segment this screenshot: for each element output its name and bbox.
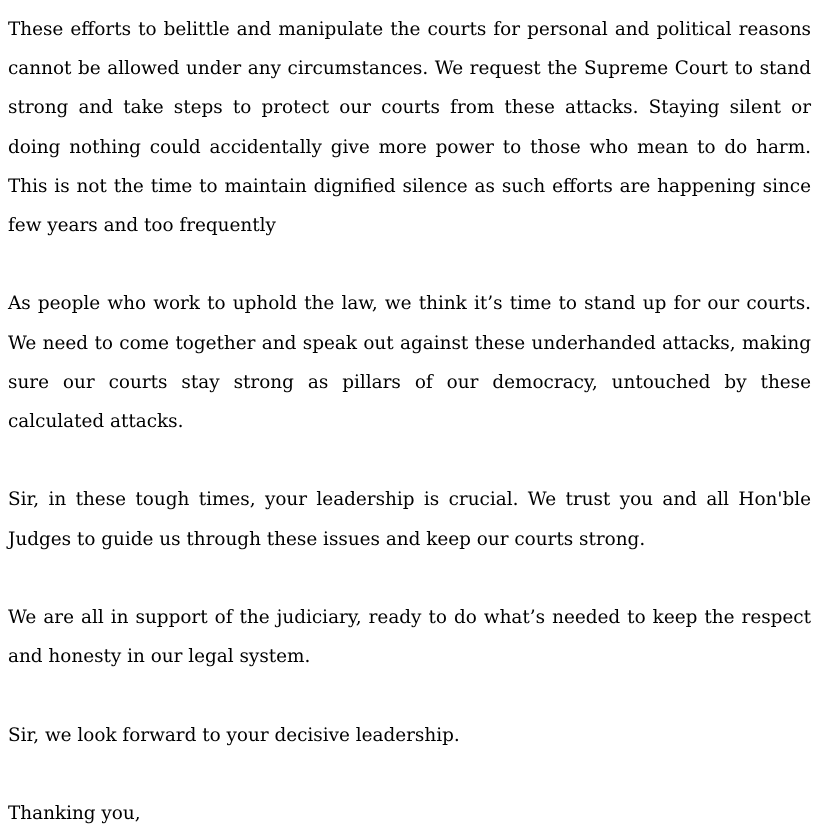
letter-body bbox=[8, 10, 811, 833]
paragraph-courts-manipulation: These efforts to belittle and manipulate the courts for personal and political reasons cannot be allowed under any circumstances. We request the Supreme Court to stand strong and take steps to protect our courts from these attacks. Staying silent or doing nothing could accidentally give more power to those who mean to do harm. This is not the time to maintain dignified silence as such efforts are happening since few years and too frequently bbox=[8, 19, 811, 237]
paragraph-decisive-leadership: Sir, we look forward to your decisive leadership. bbox=[8, 724, 460, 746]
paragraph-leadership-crucial: Sir, in these tough times, your leadership is crucial. We trust you and all Hon'ble Judges to guide us through these issues and keep our courts strong. bbox=[8, 489, 811, 550]
paragraph-uphold-law: As people who work to uphold the law, we think it’s time to stand up for our courts. We need to come together and speak out against these underhanded attacks, making sure our courts stay strong as pillars of our democracy, untouched by these calculated attacks. bbox=[8, 293, 811, 433]
paragraph-support-judiciary: We are all in support of the judiciary, ready to do what’s needed to keep the respect and honesty in our legal system. bbox=[8, 607, 811, 668]
closing-line: Thanking you, bbox=[8, 802, 141, 824]
